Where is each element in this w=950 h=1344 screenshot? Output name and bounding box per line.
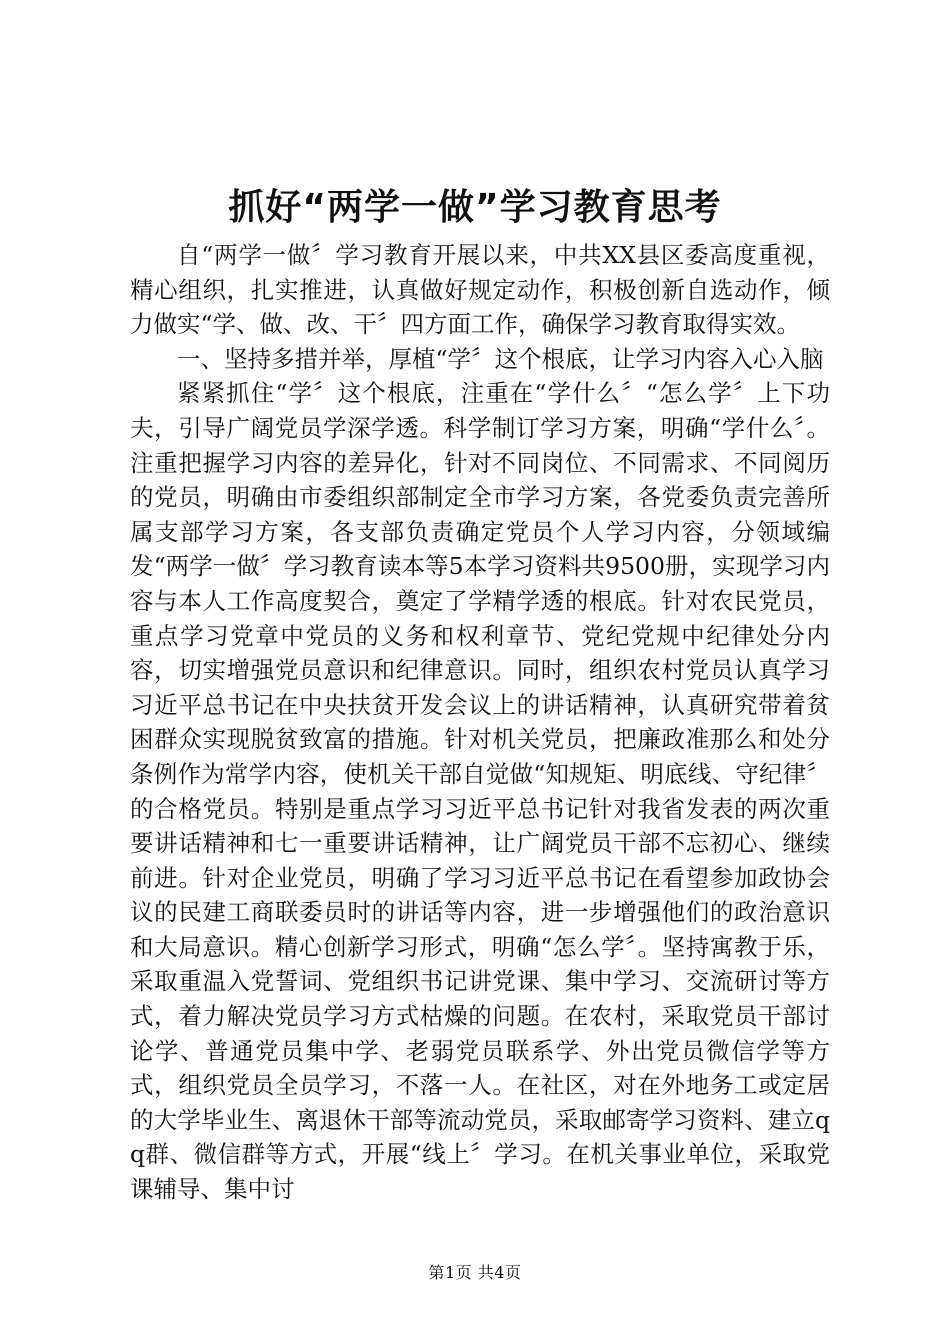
page-footer: 第1页 共4页 — [428, 1263, 522, 1282]
document-body — [130, 238, 830, 1207]
section-heading: 一、坚持多措并举，厚植“学〞这个根底，让学习内容入心入脑 — [177, 344, 824, 373]
intro-paragraph: 自“两学一做〞学习教育开展以来，中共XX县区委高度重视，精心组织，扎实推进，认真做好规定动作，积极创新自选动作，倾力做实“学、做、改、干〞四方面工作，确保学习教育取得实效。 — [130, 241, 830, 339]
body-paragraph: 紧紧抓住“学〞这个根底，注重在“学什么〞“怎么学〞上下功夫，引导广阔党员学深学透。科学制订学习方案，明确“学什么〞。注重把握学习内容的差异化，针对不同岗位、不同需求、不同阅历的党员，明确由市委组织部制定全市学习方案，各党委负责完善所属支部学习方案，各支部负责确定党员个人学习内容，分领域编发“两学一做〞学习教育读本等5本学习资料共9500册，实现学习内容与本人工作高度契合，奠定了学精学透的根底。针对农民党员，重点学习党章中党员的义务和权利章节、党纪党规中纪律处分内容，切实增强党员意识和纪律意识。同时，组织农村党员认真学习习近平总书记在中央扶贫开发会议上的讲话精神，认真研究带着贫困群众实现脱贫致富的措施。针对机关党员，把廉政准那么和处分条例作为常学内容，使机关干部自觉做“知规矩、明底线、守纪律〞的合格党员。特别是重点学习习近平总书记针对我省发表的两次重要讲话精神和七一重要讲话精神，让广阔党员干部不忘初心、继续前进。针对企业党员，明确了学习习近平总书记在看望参加政协会议的民建工商联委员时的讲话等内容，进一步增强他们的政治意识和大局意识。精心创新学习形式，明确“怎么学〞。坚持寓教于乐，采取重温入党誓词、党组织书记讲党课、集中学习、交流研讨等方式，着力解决党员学习方式枯燥的问题。在农村，采取党员干部讨论学、普通党员集中学、老弱党员联系学、外出党员微信学等方式，组织党员全员学习，不落一人。在社区，对在外地务工或定居的大学毕业生、离退休干部等流动党员，采取邮寄学习资料、建立qq群、微信群等方式，开展“线上〞学习。在机关事业单位，采取党课辅导、集中讨 — [130, 379, 830, 1204]
document-title: 抓好“两学一做”学习教育思考 — [228, 187, 722, 228]
